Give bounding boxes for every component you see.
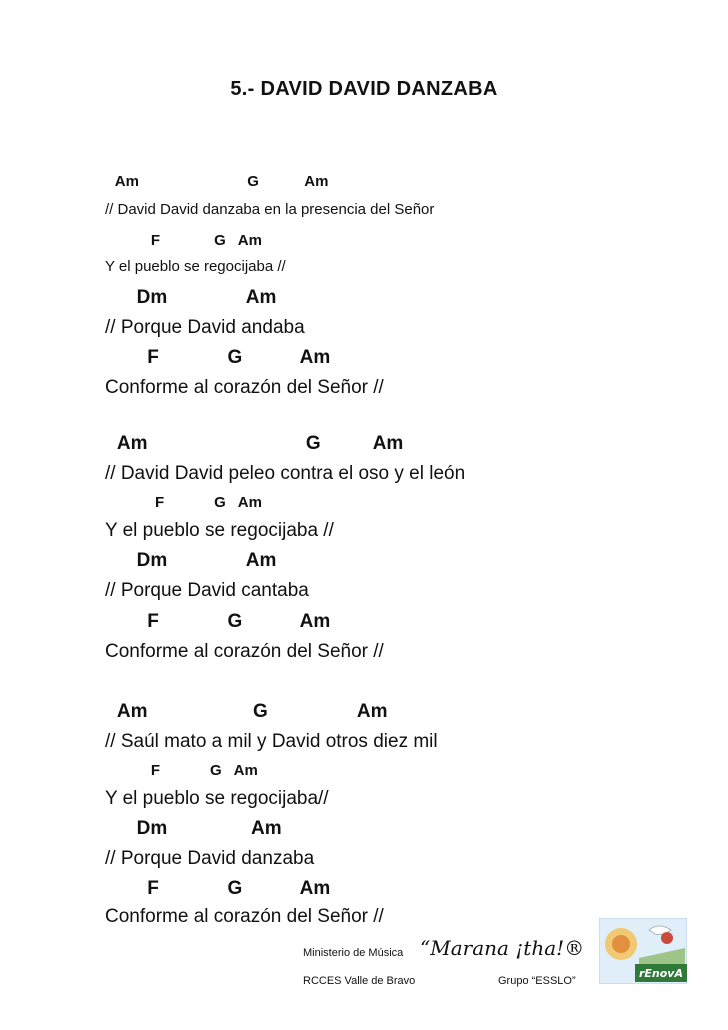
chord-line: F G Am bbox=[105, 347, 331, 368]
chord-line: F G Am bbox=[105, 611, 331, 632]
group-label: Grupo “ESSLO” bbox=[498, 975, 576, 987]
chord-line: Dm Am bbox=[105, 550, 277, 571]
chord-line: Dm Am bbox=[105, 287, 277, 308]
lyric-line: Conforme al corazón del Señor // bbox=[105, 377, 384, 398]
chord-line: F G Am bbox=[105, 762, 258, 779]
chord-line: Am G Am bbox=[107, 173, 329, 190]
lyric-line: // Porque David danzaba bbox=[105, 848, 315, 869]
chord-line: F G Am bbox=[105, 494, 262, 511]
chord-line: Am G Am bbox=[107, 701, 388, 722]
chord-line: F G Am bbox=[105, 232, 262, 249]
lyric-line: // David David danzaba en la presencia del Señor bbox=[105, 201, 435, 218]
chord-line: Am G Am bbox=[107, 433, 404, 454]
brand-name: “Marana ¡tha!® bbox=[420, 936, 585, 960]
lyric-line: // Porque David cantaba bbox=[105, 580, 309, 601]
org-label: RCCES Valle de Bravo bbox=[303, 975, 416, 987]
chord-line: Dm Am bbox=[105, 818, 282, 839]
lyric-line: // Saúl mato a mil y David otros diez mil bbox=[105, 731, 438, 752]
logo-text: rEnovA bbox=[638, 967, 684, 980]
lyric-line: Y el pueblo se regocijaba // bbox=[105, 258, 286, 275]
song-title: 5.- DAVID DAVID DANZABA bbox=[230, 78, 498, 100]
lyric-line: Conforme al corazón del Señor // bbox=[105, 641, 384, 662]
chord-line: F G Am bbox=[105, 878, 331, 899]
lyric-line: Y el pueblo se regocijaba // bbox=[105, 520, 334, 541]
lyric-line: Y el pueblo se regocijaba// bbox=[105, 788, 329, 809]
renova-logo bbox=[599, 918, 687, 984]
ministry-label: Ministerio de Música bbox=[303, 947, 404, 959]
lyric-line: // David David peleo contra el oso y el león bbox=[105, 463, 466, 484]
lyric-line: // Porque David andaba bbox=[105, 317, 305, 338]
lyric-line: Conforme al corazón del Señor // bbox=[105, 906, 384, 927]
